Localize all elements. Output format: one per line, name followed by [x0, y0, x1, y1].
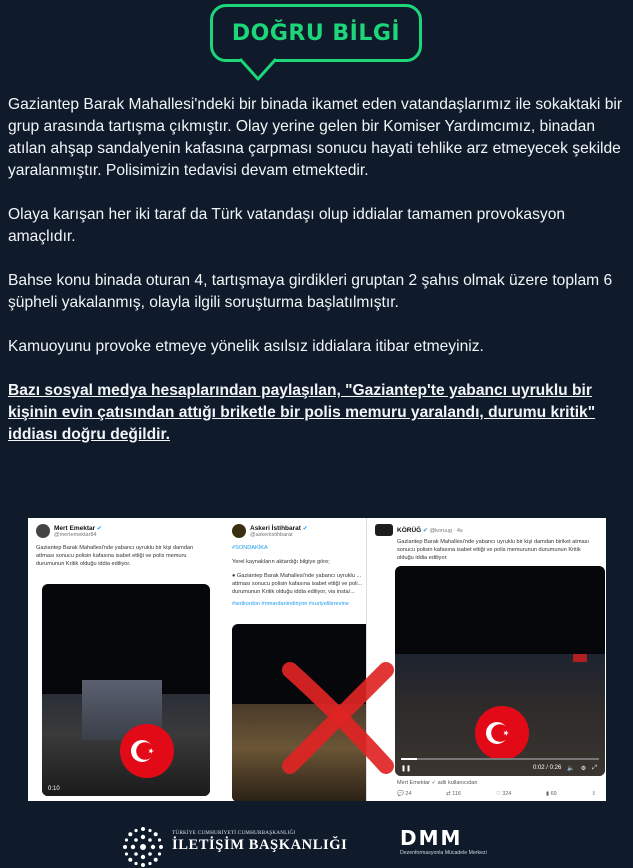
avatar: [375, 524, 393, 536]
video-time: 0:02 / 0:26: [532, 765, 562, 771]
post-author: Mert Emektar: [54, 524, 96, 532]
dmm-title: DMM: [400, 826, 463, 850]
verified-icon: ✔: [96, 525, 102, 532]
paragraph-nationality: Olaya karışan her iki taraf da Türk vatandaşı olup iddialar tamamen provokasyon amaçlıdır.: [8, 206, 566, 245]
post-card-3: [366, 518, 606, 801]
post-handle: @koruug · 4s: [429, 527, 463, 534]
post-video[interactable]: [395, 566, 605, 776]
paragraph-warning: Kamuoyunu provoke etmeye yönelik asılsız iddialara itibar etmeyiniz.: [8, 338, 484, 355]
post-text: Yerel kaynakların aktardığı bilgiye göre;: [232, 559, 330, 565]
settings-icon[interactable]: ⚙: [580, 766, 587, 772]
retweet-count[interactable]: ⇄ 116: [446, 791, 462, 797]
iletisim-baskanligi-logo-icon: [122, 826, 164, 868]
gov-small-text: TÜRKİYE CUMHURİYETİ CUMHURBAŞKANLIĞI: [172, 830, 296, 836]
footer: [0, 812, 633, 865]
volume-icon[interactable]: 🔈: [567, 766, 575, 772]
paragraph-incident: Gaziantep Barak Mahallesi'ndeki bir binada ikamet eden vatandaşlarımız ile sokaktaki bir grup arasında tartışma çıkmıştır. Olay yerine gelen bir Komiser Yardımcımız, binadan atılan ahşap sandalyenin kafasına çarpması sonucu hayati tehlike arz etmeyecek şekilde yaralanmıştır. Polisimizin tedavisi devam etmektedir.: [8, 96, 623, 179]
iletisim-baskanligi-label: [172, 830, 347, 854]
speech-bubble-tail-icon: [238, 57, 278, 81]
post-tag: #SONDAKİKA: [232, 545, 268, 551]
avatar: [232, 524, 246, 538]
post-stats: [397, 791, 596, 797]
paragraph-suspects: Bahse konu binada oturan 4, tartışmaya girdikleri gruptan 2 şahıs olmak üzere toplam 6 şüpheli yakalanmış, olayla ilgili soruşturma başlatılmıştır.: [8, 272, 613, 311]
social-media-screenshots: [28, 518, 606, 801]
post-video: [42, 584, 210, 796]
red-cross-icon: [278, 658, 398, 778]
fullscreen-icon[interactable]: ⤢: [592, 765, 597, 771]
share-icon[interactable]: ⇪: [591, 791, 596, 797]
turkish-flag-icon: [475, 706, 529, 760]
post-text: Gaziantep Barak Mahallesi'nde yabancı uyruklu bir kişi damdan attması sonucu polisin kafasına isabet ettiği ve polis memuru durumunun Kritik olduğu iddia ediliyor.: [36, 545, 194, 567]
post-hashtags: #antkordon #nmardanindiriyim #suriyelilerevine: [232, 601, 349, 607]
verified-icon: ✔: [422, 527, 428, 534]
dmm-logo: [400, 828, 487, 856]
reply-count[interactable]: 💬 24: [397, 791, 412, 797]
statement-text: [8, 94, 623, 468]
video-time: 0:10: [48, 786, 60, 792]
false-claim-statement: Bazı sosyal medya hesaplarından paylaşılan, "Gaziantep'te yabancı uyruklu bir kişinin evin çatısından attığı briketle bir polis memuru yaralandı, durumu kritik" iddiası doğru değildir.: [8, 382, 596, 443]
like-count[interactable]: ♡ 324: [495, 791, 512, 797]
dogru-bilgi-badge: [210, 4, 422, 62]
post-card-1: [28, 518, 220, 801]
turkish-flag-icon: [120, 724, 174, 778]
post-handle: @mertemektar84: [54, 531, 97, 538]
badge-title: DOĞRU BİLGİ: [231, 20, 401, 46]
verified-icon: ✔: [302, 525, 308, 532]
dmm-subtitle: Dezenformasyonla Mücadele Merkezi: [400, 850, 487, 856]
post-text: Gaziantep Barak Mahallesi'nde yabancı uyruklu bir kişi damdan biriket atması sonucu polisin kafasına isabet ettiği ve polis memurunun durumunun Kritik olduğu iddia ediliyor.: [397, 539, 589, 561]
pause-icon[interactable]: ❚❚: [401, 766, 412, 772]
gov-big-text: İLETİŞİM BAŞKANLIĞI: [172, 837, 348, 853]
view-count[interactable]: ▮ 69: [546, 791, 557, 797]
post-handle: @askeriistihbarat: [250, 531, 293, 538]
post-author: Askeri İstihbarat: [250, 524, 301, 532]
avatar: [36, 524, 50, 538]
post-bullet: ● Gaziantep Barak Mahallesi'nde yabancı uyruklu ... attması sonucu polisin kafasına isabet ettiği ve poli... durumunun Kritik olduğu iddia ediliyor, via insta/...: [232, 573, 363, 595]
post-author: KÖRÜĞ: [397, 526, 422, 534]
video-credit: Mert Emektar ✓ adlı kullanıcıdan: [397, 780, 478, 786]
